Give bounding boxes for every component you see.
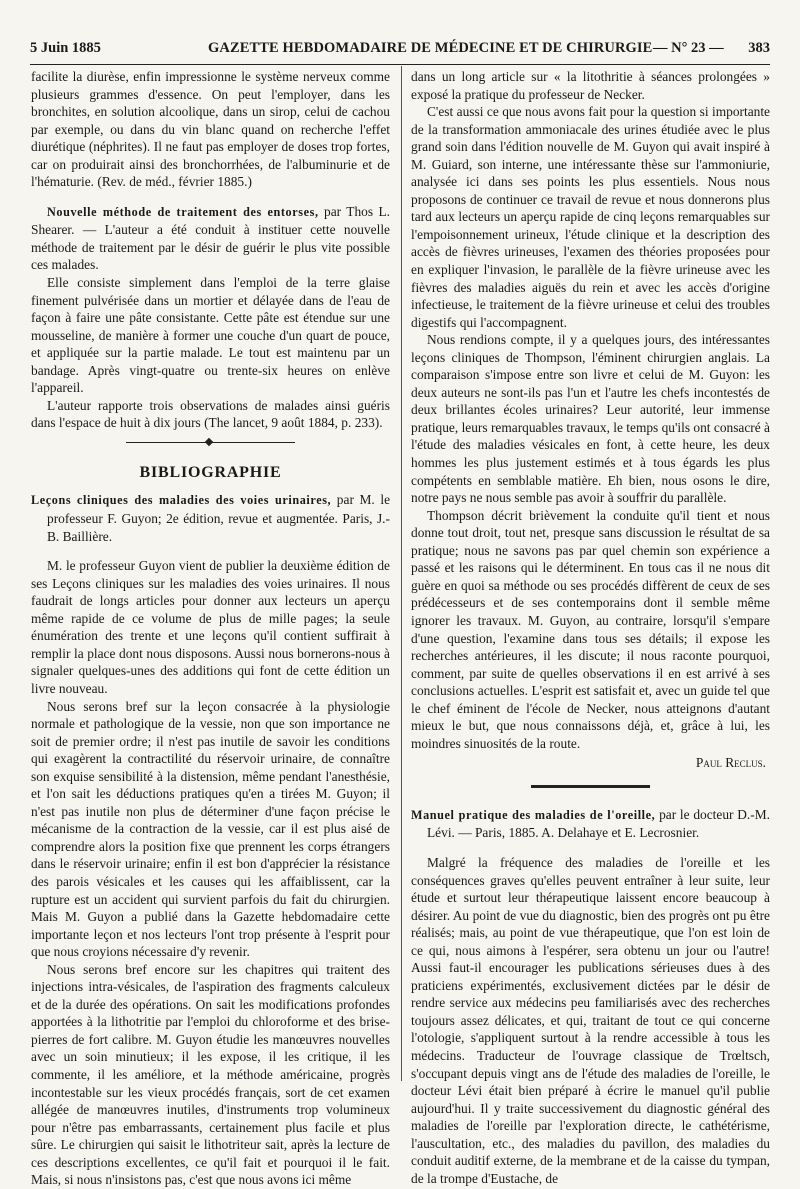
- book-entry-heading: [411, 806, 770, 842]
- section-ornament: [411, 780, 770, 794]
- paragraph: M. le professeur Guyon vient de publier la deuxième édition de ses Leçons cliniques sur les maladies des voies urinaires. Il nous faudrait de longs articles pour donner aux lecteurs un aperçu même rapide de ce volume de plus de mille pages; la seule énumération des trente et une leçons qu'il contient suffirait à remplir la place dont nous disposons. Aussi nous bornerons-nous à signaler quelques-unes des additions qui font de cette édition un livre nouveau.: [31, 558, 390, 696]
- author-signature: Paul Reclus.: [695, 755, 766, 771]
- paragraph: Nous serons bref sur la leçon consacrée à la physiologie normale et pathologique de la vessie, non que son importance ne soit de premier ordre; il n'est pas inutile de savoir les conditions qui exagèrent la contractilité du réservoir urinaire, de connaître son exquise sensibilité à la distension, même pendant l'anesthésie, et l'on sait les déductions pratiques qu'en a tirées M. Guyon; il n'est pas inutile non plus de déterminer d'une façon précise le mécanisme de la contraction de la vessie, car il est plus aisé de comprendre alors la position fixe que prennent les corps étrangers dans le réservoir urinaire; enfin il est bon d'apprécier la résistance des parois vésicales et les causes qui les affaiblissent, car la rupture est un accident qui survient parfois du fait du chirurgien. Mais M. Guyon a publié dans la Gazette hebdomadaire cette importante leçon et nos lecteurs l'ont trop présente à l'esprit pour que nous croyions nécessaire d'y revenir.: [31, 698, 390, 960]
- paragraph: dans un long article sur « la litothritie à séances prolongées » exposé la pratique du professeur de Necker.: [411, 69, 770, 102]
- header-issue-number: — N° 23 —: [653, 40, 724, 56]
- left-column: [31, 68, 390, 1189]
- right-column: [411, 68, 770, 1187]
- book-details: par M. le professeur F. Guyon; 2e édition, revue et augmentée. Paris, J.-B. Baillière.: [47, 492, 391, 544]
- entorses-article: [31, 203, 390, 274]
- paragraph: L'auteur rapporte trois observations de malades ainsi guéris dans l'espace de huit à dix jours (The lancet, 9 août 1884, p. 233).: [31, 397, 390, 431]
- paragraph: Elle consiste simplement dans l'emploi de la terre glaise finement pulvérisée dans un mortier et délayée dans de l'eau de façon à faire une pâte consistante. Cette pâte est étendue sur une mousseline, de manière à former une couche d'un quart de pouce, et appliquée sur la partie malade. Le tout est maintenu par un bandage. Après vingt-quatre ou trente-six heures on enlève l'appareil.: [31, 275, 390, 396]
- article-byline: par Thos L. Shearer. — L'auteur a été conduit à instituer cette nouvelle méthode de traitement par le désir de guérir le plus vite possible ces malades.: [31, 203, 390, 273]
- paragraph: C'est aussi ce que nous avons fait pour la question si importante de la transformation ammoniacale des urines étudiée avec le plus grand soin dans l'édition nouvelle de M. Guyon qui avait inspiré à M. Guiard, son interne, une intéressante thèse sur l'ammoniurie, analysée ici dans ses points les plus essentiels. Nous nous proposons de continuer ce travail de revue et nous donnerons plus tard aux lecteurs un aperçu rapide de cinq leçons remarquables sur l'empoisonnement urineux, l'étude clinique et la description des accès de fièvres urineuses, l'examen des théories proposées pour en expliquer l'invasion, le parallèle de la fièvre urineuse avec les fièvres des maladies aiguës du rein et avec les accès d'origine infectieuse, le traitement de la fièvre urineuse et celui des troubles digestifs qui l'accompagnent.: [411, 104, 770, 330]
- book-details: par le docteur D.-M. Lévi. — Paris, 1885. A. Delahaye et E. Lecrosnier.: [427, 806, 770, 841]
- header-rule: [30, 64, 770, 65]
- paragraph: Malgré la fréquence des maladies de l'oreille et les conséquences graves qu'elles peuvent entraîner à leur suite, leur étude et surtout leur thérapeutique laissent encore beaucoup à désirer. Au point de vue du diagnostic, bien des progrès ont pu être réalisés; mais, au point de vue thérapeutique, que l'on est loin de ce qui, nous aimons à l'espérer, sera obtenu un jour ou l'autre! Aussi faut-il encourager les publications sérieuses dues à des praticiens expérimentés, exclusivement dictées par le désir de rendre service aux médecins peu familiarisés avec des recherches toujours assez délicates, et qui, traitant de tout ce qui concerne l'otologie, s'appliquent surtout à la rendre accessible à tous les médecins. Traducteur de l'ouvrage classique de Trœltsch, s'occupant depuis vingt ans de l'étude des maladies de l'oreille, le docteur Lévi était bien préparé à écrire le manuel qu'il publie aujourd'hui. Il y traite successivement du diagnostic général des maladies de l'oreille par l'exploration directe, le cathétérisme, l'auscultation, etc., des maladies du pavillon, des maladies du conduit auditif externe, de la membrane et de la caisse du tympan, de la trompe d'Eustache, de: [411, 854, 770, 1186]
- paragraph: Nous serons bref encore sur les chapitres qui traitent des injections intra-vésicales, de l'aspiration des fragments calculeux et de la durée des opérations. On sait les modifications profondes apportées à la lithotritie par l'emploi du chloroforme et des brise-pierres de fort calibre. M. Guyon étudie les manœuvres nouvelles avec un soin minutieux; il les expose, il les critique, il les commente, il les améliore, et la méthode américaine, progrès incontestable sur les vieux procédés français, sort de cet examen allégée de manœuvres inutiles, d'instruments trop volumineux pour n'être pas embarrassants, certainement plus facile et plus sûre. Le chirurgien qui saisit le lithotriteur sait, après la lecture de ces descriptions excellentes, ce qu'il fait et pourquoi il le fait. Mais, si nous n'insistons pas, c'est que nous avons ici même: [31, 961, 390, 1188]
- paragraph: Thompson décrit brièvement la conduite qu'il tient et nous donne tout droit, tout net, presque sans discussion le résultat de sa pratique; nous ne savons pas par quel chemin son expérience a passé et les raisons qui le déterminent. En tous cas il ne nous dit guère en quoi sa méthode ou ses procédés diffèrent de ceux de ses prédécesseurs et de ses contemporains dont il semble même ignorer les travaux. M. Guyon, au contraire, lorsqu'il s'empare d'une question, l'examine dans tous ses détails; il expose les recherches antérieures, il les discute; il nous raconte pourquoi, comment, par suite de quelles observations il en est arrivé à ses conclusions actuelles. L'esprit est satisfait et, avec un guide tel que le chef éminent de l'école de Necker, nous atteignons d'autant mieux le but, que nous connaissons déjà, et, grâce à lui, les moindres sinuosités de la route.: [411, 507, 770, 751]
- book-title: Leçons cliniques des maladies des voies urinaires,: [31, 493, 332, 508]
- header-page-number: 383: [748, 40, 770, 56]
- header-date: 5 Juin 1885: [30, 40, 101, 56]
- book-title: Manuel pratique des maladies de l'oreille,: [411, 807, 656, 822]
- paragraph: facilite la diurèse, enfin impressionne le système nerveux comme plusieurs grammes d'essence. On peut l'employer, dans les bronchites, en solution alcoolique, dans un sirop, celui de cachou par exemple, ou dans du vin blanc quand on recherche l'effet diurétique (néphrites). Il ne faut pas employer de doses trop fortes, car on produirait ainsi des bronchorrhées, de l'albuminurie et de l'hématurie. (Rev. de méd., février 1885.): [31, 69, 390, 190]
- book-entry-heading: [31, 491, 390, 545]
- running-header: [30, 40, 770, 64]
- section-ornament: [31, 438, 390, 448]
- article-heading: Nouvelle méthode de traitement des entorses,: [47, 204, 319, 219]
- column-divider: [401, 66, 402, 1081]
- paragraph: Nous rendions compte, il y a quelques jours, des intéressantes leçons cliniques de Thompson, l'éminent chirurgien anglais. La comparaison s'impose entre son livre et celui de M. Guyon: les deux auteurs ne sont-ils pas l'un et l'autre les chefs incontestés de deux brillantes écoles urinaires? Leur autorité, leur immense pratique, leurs remarquables travaux, le temps qu'ils ont consacré à l'étude des maladies vésicales en font, à cette heure, les deux hommes les plus justement estimés et à tous égards les plus compétents en semblable matière. Eh bien, nous osons le dire, notre pays ne nous semble pas avoir à souffrir du parallèle.: [411, 332, 770, 506]
- section-title: BIBLIOGRAPHIE: [139, 463, 282, 481]
- header-title: GAZETTE HEBDOMADAIRE DE MÉDECINE ET DE CHIRURGIE: [208, 40, 653, 56]
